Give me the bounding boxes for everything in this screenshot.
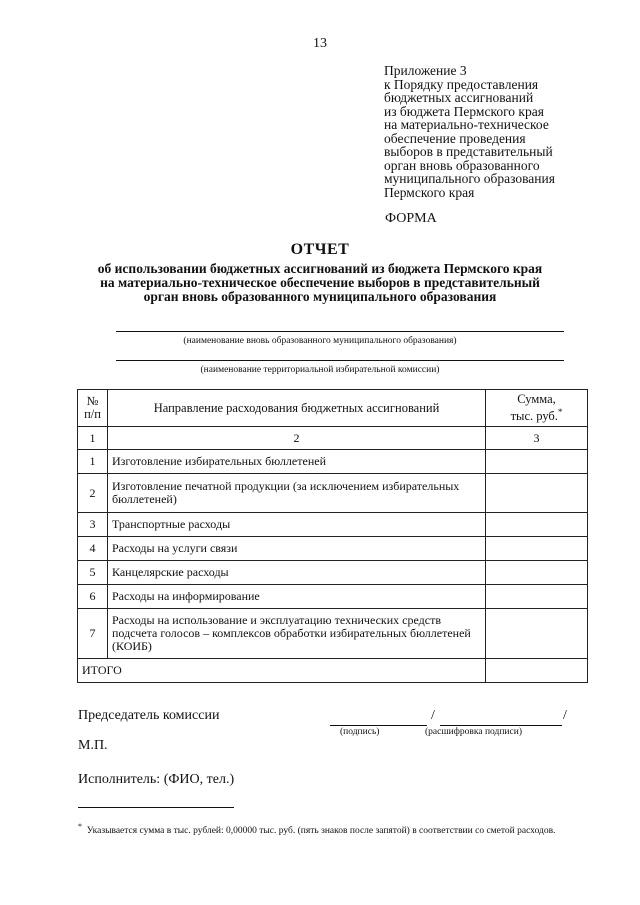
table-row (78, 537, 588, 561)
row-direction: Изготовление избирательных бюллетеней (108, 450, 486, 474)
total-sum-cell[interactable] (486, 659, 588, 683)
row-sum-cell[interactable] (486, 585, 588, 609)
expense-table (77, 389, 588, 683)
signature-slash: / (431, 708, 435, 723)
header-sum (486, 390, 588, 427)
table-row (78, 585, 588, 609)
header-sum-line2: тыс. руб. (510, 409, 558, 423)
row-sum-cell[interactable] (486, 513, 588, 537)
report-subtitle-line: на материально-техническое обеспечение выборов в представительный (100, 275, 540, 290)
appendix-block (384, 64, 624, 199)
column-index: 2 (108, 427, 486, 450)
signature-slash: / (563, 708, 567, 723)
table-header-row (78, 390, 588, 427)
row-direction: Расходы на использование и эксплуатацию технических средств подсчета голосов – комплексов обработки избирательных бюллетеней (КОИБ) (108, 609, 486, 659)
table-row (78, 561, 588, 585)
row-direction: Изготовление печатной продукции (за исключением избирательных бюллетеней) (108, 474, 486, 513)
header-sum-line1: Сумма, (517, 392, 556, 406)
header-number-line2: п/п (84, 407, 101, 421)
signature-decode-caption: (расшифровка подписи) (425, 727, 522, 737)
row-number: 1 (78, 450, 108, 474)
municipality-name-field[interactable] (116, 331, 564, 332)
row-number: 4 (78, 537, 108, 561)
column-index: 3 (486, 427, 588, 450)
row-direction: Расходы на услуги связи (108, 537, 486, 561)
appendix-line: бюджетных ассигнований (384, 90, 534, 105)
form-label: ФОРМА (385, 211, 437, 226)
table-row (78, 450, 588, 474)
row-direction: Транспортные расходы (108, 513, 486, 537)
signature-field[interactable] (330, 725, 427, 726)
row-sum-cell[interactable] (486, 561, 588, 585)
municipality-caption: (наименование вновь образованного муниципального образования) (183, 336, 457, 346)
column-index: 1 (78, 427, 108, 450)
row-number: 5 (78, 561, 108, 585)
total-label: ИТОГО (78, 659, 486, 683)
report-title: ОТЧЕТ (290, 241, 350, 258)
row-number: 2 (78, 474, 108, 513)
row-sum-cell[interactable] (486, 537, 588, 561)
table-row (78, 513, 588, 537)
appendix-line: обеспечение проведения (384, 130, 526, 146)
table-row (78, 609, 588, 659)
column-index-row (78, 427, 588, 450)
report-subtitle-line: об использовании бюджетных ассигнований из бюджета Пермского края (97, 261, 543, 276)
report-subtitle (60, 262, 580, 304)
total-row (78, 659, 588, 683)
header-number-line1: № (86, 394, 99, 408)
appendix-line: к Порядку предоставления (384, 76, 539, 92)
header-direction: Направление расходования бюджетных ассигнований (108, 390, 486, 427)
footnote-mark: * (78, 822, 82, 831)
commission-caption: (наименование территориальной избирательной комиссии) (200, 365, 440, 375)
row-number: 3 (78, 513, 108, 537)
row-direction: Расходы на информирование (108, 585, 486, 609)
commission-name-field[interactable] (116, 360, 564, 361)
row-direction: Канцелярские расходы (108, 561, 486, 585)
row-number: 6 (78, 585, 108, 609)
appendix-line: выборов в представительный (384, 144, 553, 159)
footnote-divider (78, 807, 234, 808)
signature-decode-field[interactable] (440, 725, 562, 726)
signature-caption: (подпись) (340, 727, 380, 737)
row-sum-cell[interactable] (486, 450, 588, 474)
stamp-label: М.П. (78, 738, 108, 753)
header-number (78, 390, 108, 427)
row-sum-cell[interactable] (486, 609, 588, 659)
header-sum-line2-wrap (490, 406, 583, 423)
table-row (78, 474, 588, 513)
row-sum-cell[interactable] (486, 474, 588, 513)
footnote-mark: * (557, 407, 563, 417)
page-number: 13 (313, 36, 327, 51)
executor-label: Исполнитель: (ФИО, тел.) (78, 772, 235, 787)
footnote-text: Указывается сумма в тыс. рублей: 0,00000 тыс. руб. (пять знаков после запятой) в соответствии со сметой расходов. (86, 826, 556, 837)
appendix-line: муниципального образования (384, 171, 555, 186)
appendix-line: Пермского края (384, 184, 475, 200)
row-number: 7 (78, 609, 108, 659)
chairman-label: Председатель комиссии (78, 708, 220, 723)
report-subtitle-line: орган вновь образованного муниципального образования (143, 289, 497, 304)
appendix-line: на материально-техническое (384, 117, 549, 132)
appendix-line: Приложение 3 (384, 63, 467, 78)
appendix-line: из бюджета Пермского края (384, 103, 544, 119)
appendix-line: орган вновь образованного (384, 157, 540, 173)
footnote (78, 818, 604, 840)
